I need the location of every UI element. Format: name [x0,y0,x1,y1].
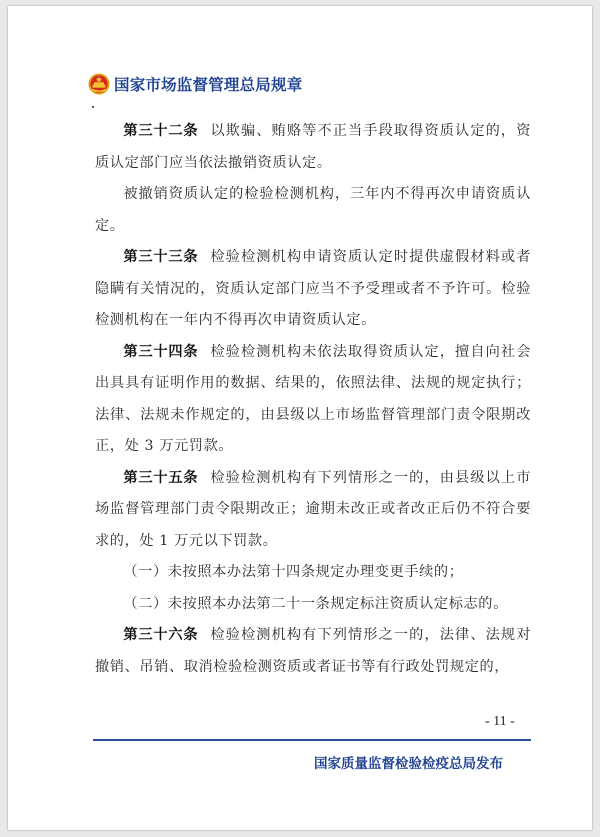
article-number: 第三十五条 [123,469,199,486]
paragraph-text: （二）未按照本办法第二十一条规定标注资质认定标志的。 [123,595,508,612]
paragraph-article-32-cont [95,179,531,242]
article-number: 第三十六条 [123,627,199,643]
paragraph-text: 检验检测机构未依法取得资质认定，擅自向社会出具具有证明作用的数据、结果的，依照法律、法规的规定执行；法律、法规未作规定的，由县级以上市场监督管理部门责令限期改正，处 3 万元罚款。 [95,343,531,454]
paragraph-article-35 [95,463,531,558]
paragraph-item-1 [95,557,531,589]
footer-rule [93,739,531,741]
article-number: 第三十三条 [123,249,199,265]
paragraph-text: 检验检测机构申请资质认定时提供虚假材料或者隐瞒有关情况的，资质认定部门应当不予受理或者不予许可。检验检测机构在一年内不得再次申请资质认定。 [95,249,531,328]
paragraph-article-32 [95,116,531,179]
paragraph-article-34 [95,337,531,463]
paragraph-text: （一）未按照本办法第十四条规定办理变更手续的； [123,564,464,580]
document-page [8,6,592,830]
paragraph-item-2 [95,589,531,621]
page-number: - 11 - [485,714,515,729]
national-emblem-icon [88,73,110,95]
paragraph-text: 以欺骗、贿赂等不正当手段取得资质认定的，资质认定部门应当依法撤销资质认定。 [95,123,531,171]
article-number: 第三十四条 [123,343,199,360]
paragraph-text: 检验检测机构有下列情形之一的，法律、法规对撤销、吊销、取消检验检测资质或者证书等有行政处罚规定的， [95,627,531,675]
document-body [95,116,531,683]
paragraph-article-36 [95,620,531,683]
paragraph-article-33 [95,242,531,337]
document-header [88,72,302,96]
paragraph-text: 被撤销资质认定的检验检测机构，三年内不得再次申请资质认定。 [95,186,531,234]
header-title: 国家市场监督管理总局规章 [114,76,303,94]
article-number: 第三十二条 [123,123,199,139]
paragraph-text: 检验检测机构有下列情形之一的，由县级以上市场监督管理部门责令限期改正；逾期未改正或者改正后仍不符合要求的，处 1 万元以下罚款。 [95,469,531,549]
footer-publisher: 国家质量监督检验检疫总局发布 [314,756,503,772]
header-mark [92,106,94,108]
